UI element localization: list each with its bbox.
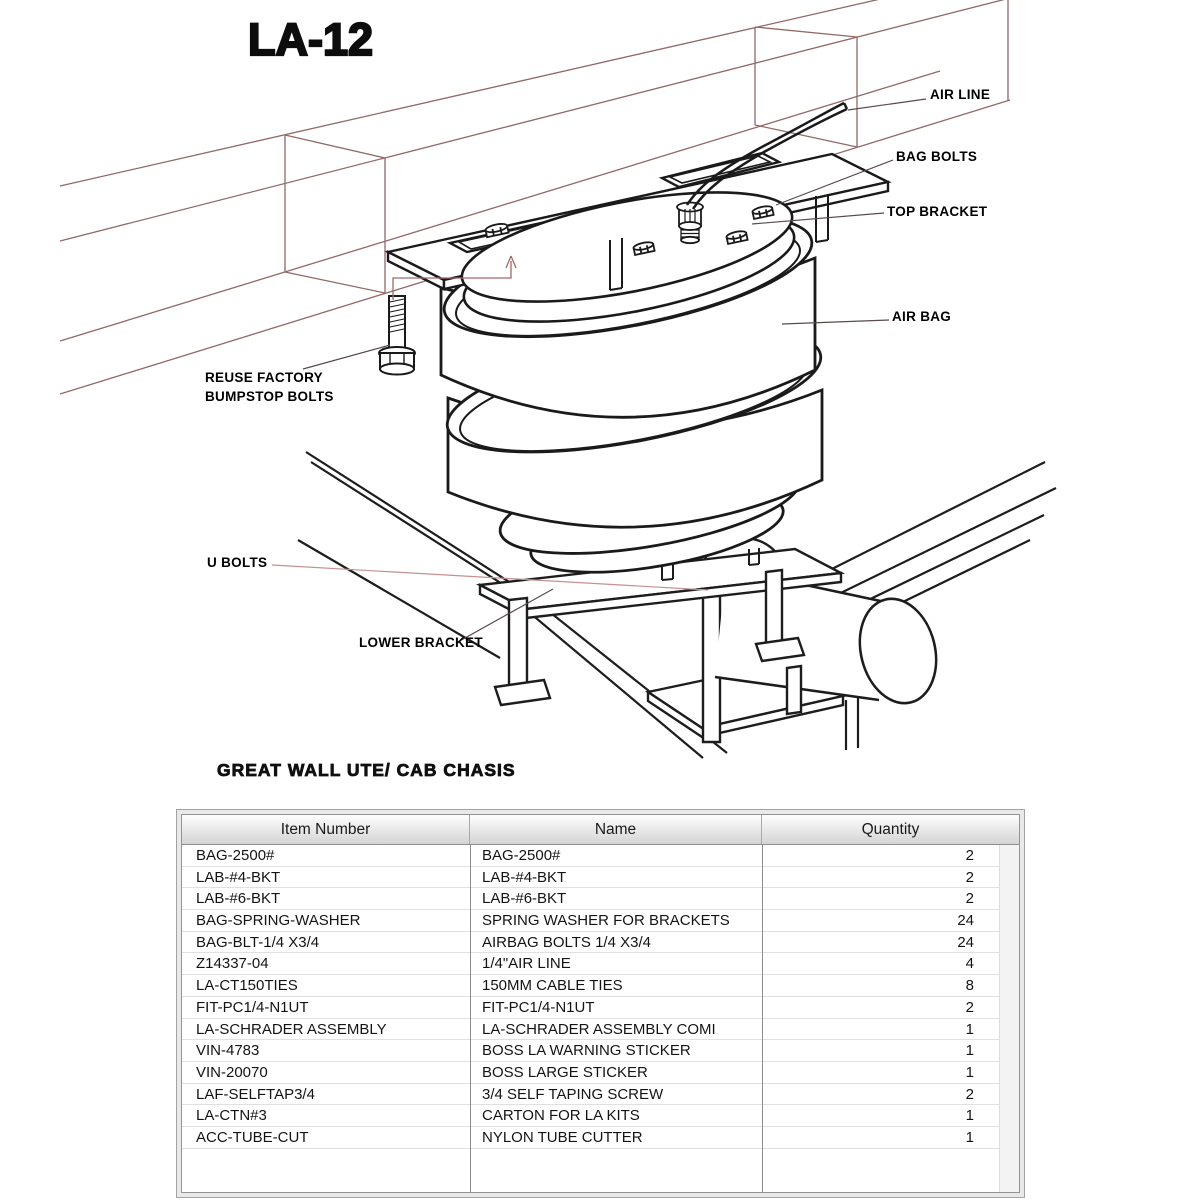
label-bag-bolts: BAG BOLTS — [896, 149, 978, 164]
table-row — [182, 1040, 1000, 1062]
u-bolt-lower-strand — [787, 666, 801, 714]
cell-name: BOSS LARGE STICKER — [482, 1063, 648, 1081]
vehicle-subtitle: GREAT WALL UTE/ CAB CHASIS — [217, 760, 516, 780]
parts-table — [176, 809, 1025, 1198]
scrollbar-track — [999, 845, 1019, 1192]
cell-quantity: 8 — [965, 977, 974, 995]
cell-quantity: 1 — [965, 1128, 974, 1146]
table-row — [182, 910, 1000, 932]
table-header-row — [182, 815, 1019, 845]
cell-quantity: 2 — [965, 868, 974, 886]
cell-name: AIRBAG BOLTS 1/4 X3/4 — [482, 933, 651, 951]
cell-item-number: BAG-SPRING-WASHER — [196, 912, 361, 930]
table-row — [182, 975, 1000, 997]
cell-name: FIT-PC1/4-N1UT — [482, 998, 595, 1016]
label-air-line: AIR LINE — [930, 87, 991, 102]
schrader-fitting — [677, 203, 703, 244]
column-separator — [762, 845, 763, 1192]
cell-item-number: FIT-PC1/4-N1UT — [196, 998, 309, 1016]
label-lower-bracket: LOWER BRACKET — [359, 635, 483, 650]
header-item-number: Item Number — [182, 815, 470, 844]
cell-item-number: LA-CT150TIES — [196, 977, 298, 995]
table-row — [182, 845, 1000, 867]
cell-name: BAG-2500# — [482, 847, 561, 864]
bumpstop-bolt — [379, 296, 415, 375]
table-row — [182, 1084, 1000, 1106]
cell-item-number: Z14337-04 — [196, 955, 269, 973]
cell-name: LAB-#4-BKT — [482, 868, 567, 886]
table-row — [182, 997, 1000, 1019]
cell-quantity: 1 — [965, 1020, 974, 1038]
header-name: Name — [470, 815, 762, 844]
table-row — [182, 888, 1000, 910]
cell-name: BOSS LA WARNING STICKER — [482, 1042, 691, 1060]
cell-item-number: LA-CTN#3 — [196, 1107, 267, 1125]
label-reuse-factory: REUSE FACTORY — [205, 370, 323, 385]
cell-quantity: 1 — [965, 1107, 974, 1125]
page-title: LA-12 — [248, 14, 374, 65]
cell-name: 150MM CABLE TIES — [482, 977, 623, 995]
table-row — [182, 1127, 1000, 1149]
parts-table-inner — [181, 814, 1020, 1193]
cell-item-number: VIN-4783 — [196, 1042, 260, 1060]
cell-name: 1/4"AIR LINE — [482, 955, 571, 973]
cell-item-number: BAG-2500# — [196, 847, 275, 864]
cell-item-number: VIN-20070 — [196, 1063, 268, 1081]
cell-quantity: 2 — [965, 1085, 974, 1103]
cell-item-number: LAF-SELFTAP3/4 — [196, 1085, 315, 1103]
cell-quantity: 2 — [965, 890, 974, 908]
cell-item-number: LAB-#4-BKT — [196, 868, 281, 886]
cell-name: LAB-#6-BKT — [482, 890, 567, 908]
label-bumpstop-bolts: BUMPSTOP BOLTS — [205, 389, 334, 404]
column-separator — [470, 845, 471, 1192]
cell-quantity: 2 — [965, 998, 974, 1016]
cell-name: 3/4 SELF TAPING SCREW — [482, 1085, 664, 1103]
table-row — [182, 867, 1000, 889]
cell-name: CARTON FOR LA KITS — [482, 1107, 640, 1125]
cell-item-number: ACC-TUBE-CUT — [196, 1128, 309, 1146]
table-row — [182, 1062, 1000, 1084]
cell-item-number: LAB-#6-BKT — [196, 890, 281, 908]
cell-item-number: BAG-BLT-1/4 X3/4 — [196, 933, 320, 951]
cell-quantity: 4 — [965, 955, 974, 973]
cell-quantity: 2 — [965, 847, 974, 864]
label-air-bag: AIR BAG — [892, 309, 952, 324]
label-top-bracket: TOP BRACKET — [887, 204, 988, 219]
cell-quantity: 1 — [965, 1063, 974, 1081]
cell-quantity: 24 — [957, 912, 974, 930]
header-quantity: Quantity — [861, 820, 920, 838]
table-row — [182, 932, 1000, 954]
table-body — [182, 845, 1019, 1192]
table-row — [182, 953, 1000, 975]
label-u-bolts: U BOLTS — [207, 555, 268, 570]
table-row — [182, 1019, 1000, 1041]
cell-item-number: LA-SCHRADER ASSEMBLY — [196, 1020, 387, 1038]
cell-name: LA-SCHRADER ASSEMBLY COMI — [482, 1020, 716, 1038]
cell-quantity: 1 — [965, 1042, 974, 1060]
cell-name: NYLON TUBE CUTTER — [482, 1128, 643, 1146]
cell-quantity: 24 — [957, 933, 974, 951]
table-row — [182, 1105, 1000, 1127]
cell-name: SPRING WASHER FOR BRACKETS — [482, 912, 730, 930]
